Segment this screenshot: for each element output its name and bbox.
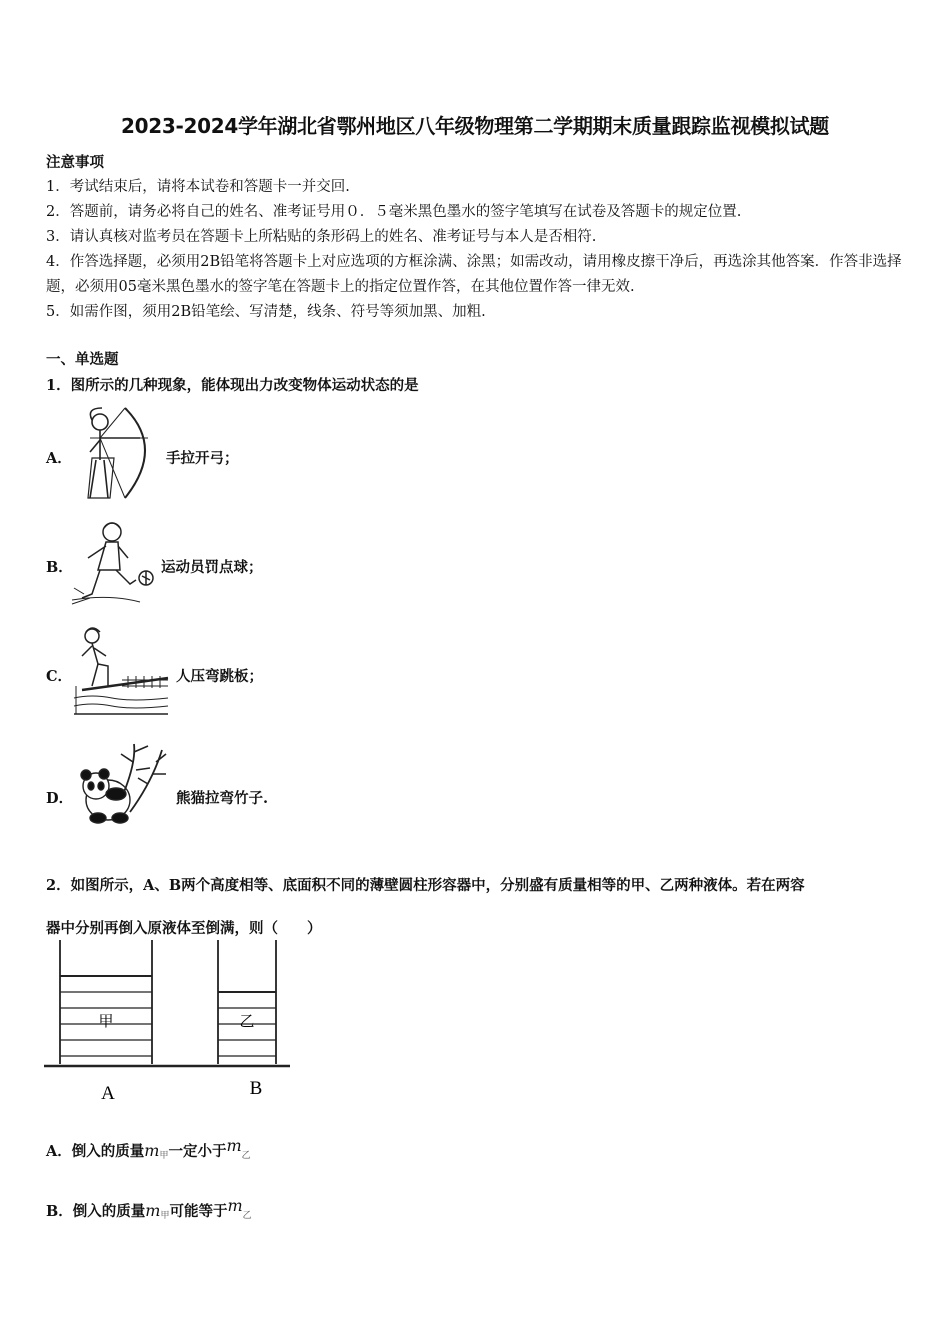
q1-option-d-letter: D．	[46, 790, 74, 807]
container-b-label: B	[249, 1078, 263, 1099]
q1-option-b-letter: B．	[46, 559, 73, 576]
q2-option-a-pre: 倒入的质量	[71, 1143, 145, 1160]
note-item: 4．作答选择题，必须用2B铅笔将答题卡上对应选项的方框涂满、涂黑；如需改动，请用橡皮擦干净后，再选涂其他答案．作答非选择题，必须用05毫米黑色墨水的签字笔在答题卡上的指定位置作答，在其他位置作答一律无效.	[46, 254, 902, 295]
q1-option-a-text: 手拉开弓；	[166, 450, 239, 467]
mass-symbol: m	[226, 1136, 242, 1155]
q1-option-a-letter: A．	[46, 450, 72, 467]
liquid-b-label: 乙	[239, 1014, 255, 1030]
soccer-player-icon	[70, 518, 160, 606]
q2-option-b-letter: B．	[46, 1203, 73, 1220]
note-item: 2．答题前，请务必将自己的姓名、准考证号用０．５毫米黑色墨水的签字笔填写在试卷及答题卡的规定位置.	[46, 204, 742, 220]
panda-bamboo-icon	[76, 742, 168, 826]
liquid-a-label: 甲	[98, 1014, 114, 1030]
q2-stem-line-1: 2．如图所示，A、B两个高度相等、底面积不同的薄壁圆柱形容器中，分别盛有质量相等的甲、乙两种液体。若在两容	[46, 877, 805, 894]
mass-subscript: 甲	[160, 1211, 170, 1221]
q1-option-c-letter: C．	[46, 668, 73, 685]
note-item: 5．如需作图，须用2B铅笔绘、写清楚，线条、符号等须加黑、加粗.	[46, 304, 486, 320]
q2-option-a-mid: 一定小于	[168, 1143, 227, 1160]
note-item: 1．考试结束后，请将本试卷和答题卡一并交回.	[46, 179, 350, 195]
section-title: 一、单选题	[46, 351, 119, 368]
diver-icon	[72, 626, 170, 718]
question-1-stem: 1．图所示的几种现象，能体现出力改变物体运动状态的是	[46, 377, 419, 394]
note-item: 3．请认真核对监考员在答题卡上所粘贴的条形码上的姓名、准考证号与本人是否相符.	[46, 229, 597, 245]
exam-title: 2023-2024学年湖北省鄂州地区八年级物理第二学期期末质量跟踪监视模拟试题	[121, 114, 829, 138]
containers-figure	[44, 936, 294, 1106]
q2-option-a	[46, 1136, 251, 1161]
q2-option-a-letter: A．	[46, 1143, 72, 1160]
container-a-label: A	[101, 1083, 115, 1104]
q2-option-b-mid: 可能等于	[169, 1203, 228, 1220]
q2-option-b	[46, 1196, 252, 1221]
q1-option-d-text: 熊猫拉弯竹子.	[176, 790, 269, 807]
q1-option-c-text: 人压弯跳板；	[176, 668, 263, 685]
mass-subscript: 乙	[241, 1151, 251, 1161]
mass-subscript: 乙	[242, 1211, 252, 1221]
q2-option-b-pre: 倒入的质量	[72, 1203, 146, 1220]
mass-subscript: 甲	[159, 1151, 169, 1161]
notes-block	[46, 150, 916, 325]
notes-heading: 注意事项	[46, 154, 104, 171]
mass-symbol: m	[227, 1196, 243, 1215]
mass-symbol: m	[145, 1201, 161, 1220]
archer-icon	[70, 402, 160, 502]
mass-symbol: m	[144, 1141, 160, 1160]
q2-stem-line-2: 器中分别再倒入原液体至倒满，则（ ）	[46, 920, 322, 937]
q1-option-b-text: 运动员罚点球；	[161, 559, 263, 576]
